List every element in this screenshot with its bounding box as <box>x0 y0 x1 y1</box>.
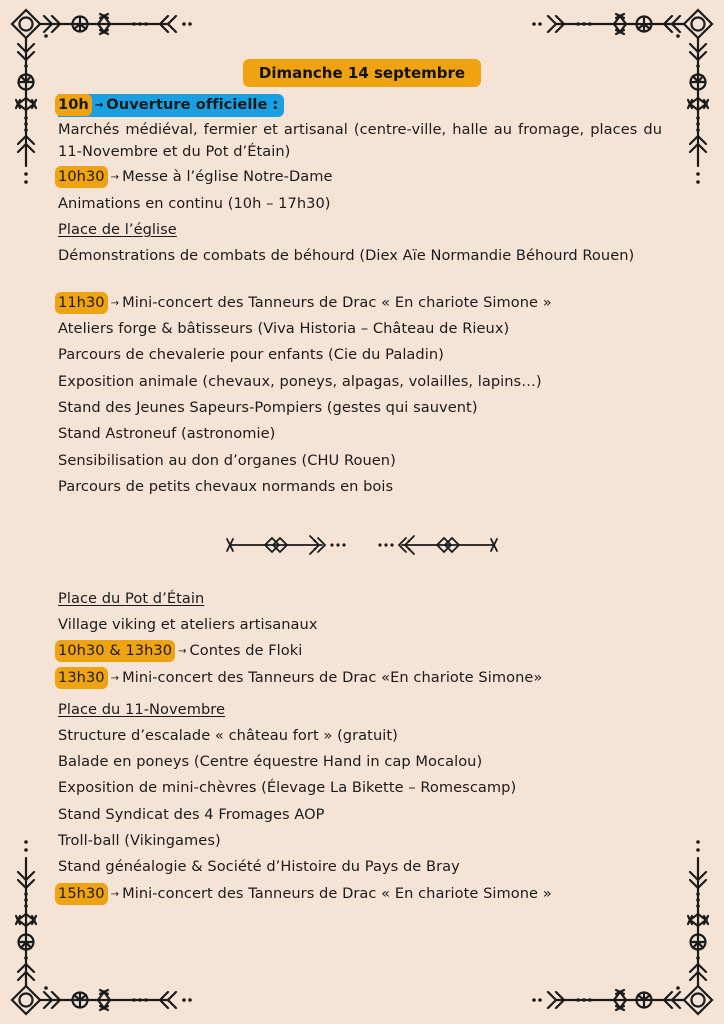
list-item: Sensibilisation au don d’organes (CHU Rouen) <box>58 452 396 469</box>
arrow-icon: → <box>178 646 187 657</box>
list-item: Troll-ball (Vikingames) <box>58 832 221 849</box>
list-item: Démonstrations de combats de béhourd (Diex Aïe Normandie Béhourd Rouen) <box>58 247 635 264</box>
divider-ornament <box>222 530 502 564</box>
list-item: Exposition animale (chevaux, poneys, alpagas, volailles, lapins…) <box>58 373 542 390</box>
time-badge: 11h30 <box>55 292 108 314</box>
list-item: Parcours de chevalerie pour enfants (Cie du Paladin) <box>58 346 444 363</box>
event-text: Mini-concert des Tanneurs de Drac «En chariote Simone» <box>122 669 543 686</box>
list-item <box>58 667 542 690</box>
list-item: Structure d’escalade « château fort » (gratuit) <box>58 727 398 744</box>
time-badge: 10h <box>55 94 92 116</box>
arrow-icon: → <box>110 298 120 309</box>
section-title-pot-etain: Place du Pot d’Étain <box>58 590 205 607</box>
list-item: Exposition de mini-chèvres (Élevage La Bikette – Romescamp) <box>58 779 517 796</box>
event-text: Contes de Floki <box>189 642 303 659</box>
list-item <box>58 883 552 906</box>
list-item: Stand des Jeunes Sapeurs-Pompiers (gestes qui sauvent) <box>58 399 478 416</box>
event-text: Messe à l’église Notre-Dame <box>122 168 333 185</box>
corner-ornament-top-right <box>526 6 716 196</box>
norse-ornament-icon <box>526 828 716 1018</box>
mass-line <box>58 166 333 189</box>
list-item: Ateliers forge & bâtisseurs (Viva Historia – Château de Rieux) <box>58 320 510 337</box>
arrow-icon: → <box>110 673 120 684</box>
section-title-11-novembre: Place du 11-Novembre <box>58 701 226 718</box>
list-item: Stand généalogie & Société d’Histoire du Pays de Bray <box>58 858 460 875</box>
opening-description: Marchés médiéval, fermier et artisanal (centre-ville, halle au fromage, places du 11-Novembre et du Pot d’Étain) <box>58 121 662 160</box>
norse-ornament-icon <box>526 6 716 196</box>
list-item <box>58 640 302 663</box>
time-badge: 15h30 <box>55 883 108 905</box>
list-item: Stand Syndicat des 4 Fromages AOP <box>58 806 325 823</box>
list-item: Stand Astroneuf (astronomie) <box>58 425 276 442</box>
time-badge: 13h30 <box>55 667 108 689</box>
arrow-icon: → <box>110 172 120 183</box>
list-item: Village viking et ateliers artisanaux <box>58 616 318 633</box>
opening-line <box>58 94 284 117</box>
list-item: Balade en poneys (Centre équestre Hand in cap Mocalou) <box>58 753 483 770</box>
time-badge: 10h30 & 13h30 <box>55 640 175 662</box>
opening-highlight <box>58 94 284 117</box>
event-text: Mini-concert des Tanneurs de Drac « En chariote Simone » <box>122 885 552 902</box>
section-title-eglise: Place de l’église <box>58 221 177 238</box>
arrow-icon: → <box>110 889 120 900</box>
time-badge: 10h30 <box>55 166 108 188</box>
list-item: Parcours de petits chevaux normands en bois <box>58 478 394 495</box>
arrow-icon: → <box>94 100 104 111</box>
corner-ornament-bottom-right <box>526 828 716 1018</box>
date-header-badge: Dimanche 14 septembre <box>243 59 481 87</box>
opening-label: Ouverture officielle : <box>106 96 279 113</box>
norse-divider-icon <box>222 530 502 560</box>
list-item <box>58 292 552 315</box>
continuous-line: Animations en continu (10h – 17h30) <box>58 195 331 212</box>
event-text: Mini-concert des Tanneurs de Drac « En chariote Simone » <box>122 294 552 311</box>
